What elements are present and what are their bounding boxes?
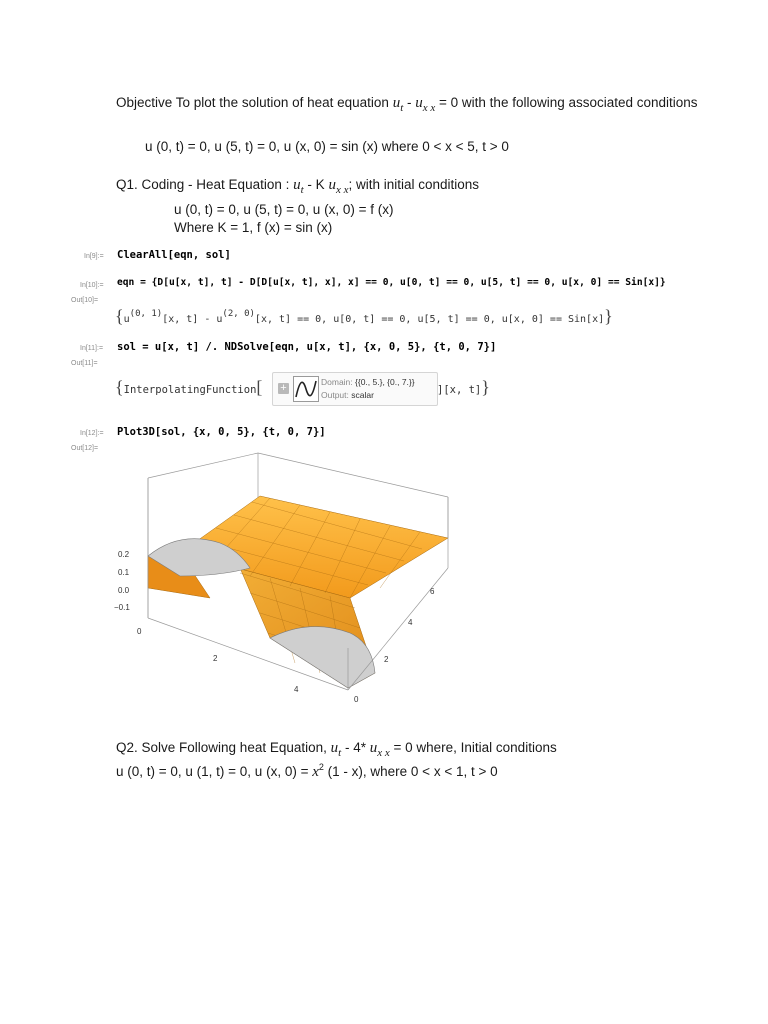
q1-heading: Q1. Coding - Heat Equation : $u_t$ - K $u_{x x}$; with initial conditions xyxy=(116,177,480,196)
t-tick-label: 6 xyxy=(430,587,435,596)
in12-label: In[12]:= xyxy=(80,430,104,437)
out11-label: Out[11]= xyxy=(71,360,98,367)
in12-input[interactable]: Plot3D[sol, {x, 0, 5}, {t, 0, 7}] xyxy=(117,426,326,438)
expand-plus-icon[interactable]: + xyxy=(278,383,289,394)
out12-label: Out[12]= xyxy=(71,445,99,452)
z-tick-label: −0.1 xyxy=(114,603,130,612)
in11-input[interactable]: sol = u[x, t] /. NDSolve[eqn, u[x, t], {x, 0, 5}, {t, 0, 7}] xyxy=(117,341,497,353)
q2-heading: Q2. Solve Following heat Equation, $u_t - 4*$ $u_{x x} = 0$ where, Initial conditions xyxy=(116,740,557,759)
output-value: scalar xyxy=(351,390,374,400)
z-tick-label: 0.0 xyxy=(118,586,130,595)
in10-label: In[10]:= xyxy=(80,282,104,289)
domain-value: {{0., 5.}, {0., 7.}} xyxy=(355,377,415,387)
x-tick-label: 2 xyxy=(213,654,218,663)
t-tick-label: 4 xyxy=(408,618,413,627)
objective-text: Objective To plot the solution of heat equation $u_t - u_{x x} = 0$ with the following associated conditions xyxy=(116,95,698,114)
in11-label: In[11]:= xyxy=(80,345,104,352)
z-tick-label: 0.2 xyxy=(118,550,130,559)
in9-label: In[9]:= xyxy=(84,253,104,260)
in10-input[interactable]: eqn = {D[u[x, t], t] - D[D[u[x, t], x], x] == 0, u[0, t] == 0, u[5, t] == 0, u[x, 0] == Sin[x]} xyxy=(117,277,666,288)
z-axis-ticks xyxy=(114,550,130,612)
out11-args: ][x, t]} xyxy=(437,377,490,397)
q2-conditions: u (0, t) = 0, u (1, t) = 0, u (x, $0) = x^2$ (1 - x), where 0 < x < 1, t > 0 xyxy=(116,762,498,780)
in9-input[interactable]: ClearAll[eqn, sol] xyxy=(117,249,231,261)
interpolating-function-box[interactable] xyxy=(272,372,438,406)
t-tick-label: 2 xyxy=(384,655,389,664)
out11-output: {InterpolatingFunction[ xyxy=(115,377,263,397)
out10-output: {u(0, 1)[x, t] - u(2, 0)[x, t] == 0, u[0, t] == 0, u[5, t] == 0, u[x, 0] == Sin[x]} xyxy=(115,306,613,326)
output-label: Output: xyxy=(321,390,349,400)
x-tick-label: 0 xyxy=(137,627,142,636)
out10-label: Out[10]= xyxy=(71,297,99,304)
conditions-line: u (0, t) = 0, u (5, t) = 0, u (x, 0) = sin (x) where 0 < x < 5, t > 0 xyxy=(145,139,509,154)
x-tick-label: 4 xyxy=(294,685,299,694)
t-axis-ticks xyxy=(354,587,435,704)
function-graph-icon xyxy=(293,376,319,402)
plot3d-heat-surface[interactable] xyxy=(110,448,460,710)
z-tick-label: 0.1 xyxy=(118,568,130,577)
q1-where: Where K = 1, f (x) = sin (x) xyxy=(174,220,333,235)
q1-conditions: u (0, t) = 0, u (5, t) = 0, u (x, 0) = f (x) xyxy=(174,202,394,217)
domain-label: Domain: xyxy=(321,377,353,387)
t-tick-label: 0 xyxy=(354,695,359,704)
